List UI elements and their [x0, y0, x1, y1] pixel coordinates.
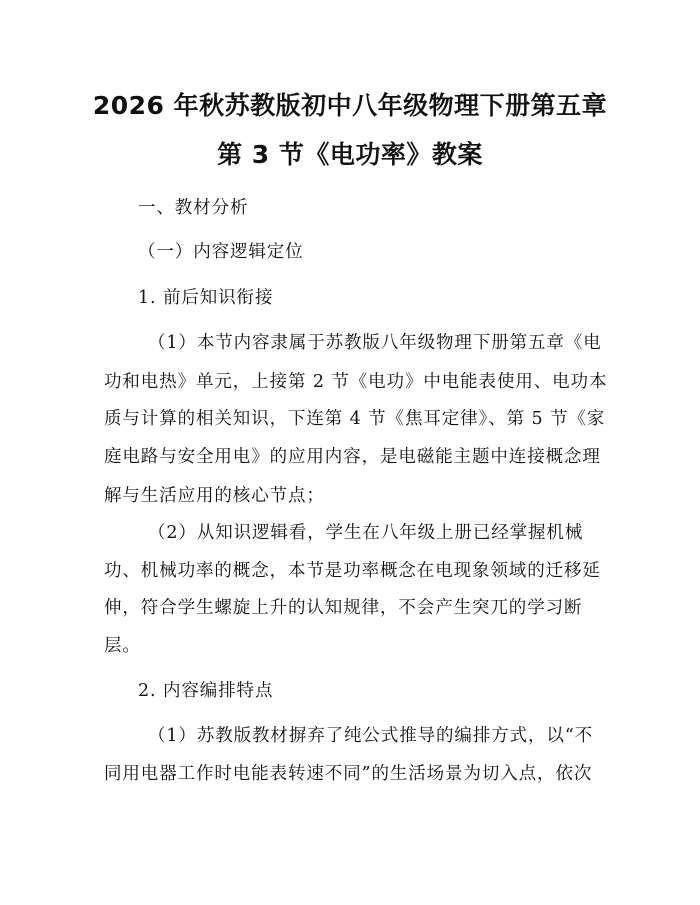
paragraph-3-line-2: 同用电器工作时电能表转速不同”的生活场景为切入点，依次 [104, 764, 593, 784]
paragraph-2-line-3: 伸，符合学生螺旋上升的认知规律，不会产生突兀的学习断 [104, 598, 583, 618]
paragraph-1-line-5: 解与生活应用的核心节点； [104, 486, 325, 506]
section-heading-textbook-analysis: 一、教材分析 [138, 198, 249, 218]
paragraph-3-line-1: （1）苏教版教材摒弃了纯公式推导的编排方式，以“不 [148, 726, 594, 746]
document-title-line-2: 第 3 节《电功率》教案 [217, 140, 483, 169]
paragraph-2-line-4: 层。 [104, 636, 141, 656]
item-heading-knowledge-connection: 1. 前后知识衔接 [138, 288, 274, 308]
item-heading-content-arrangement: 2. 内容编排特点 [138, 681, 274, 701]
paragraph-1-line-2: 功和电热》单元，上接第 2 节《电功》中电能表使用、电功本 [104, 372, 608, 392]
paragraph-1-line-3: 质与计算的相关知识，下连第 4 节《焦耳定律》、第 5 节《家 [104, 409, 606, 429]
paragraph-1-line-4: 庭电路与安全用电》的应用内容，是电磁能主题中连接概念理 [104, 447, 601, 467]
subsection-heading-content-logic: （一）内容逻辑定位 [138, 242, 304, 262]
paragraph-2-line-1: （2）从知识逻辑看，学生在八年级上册已经掌握机械 [148, 523, 584, 543]
paragraph-1-line-1: （1）本节内容隶属于苏教版八年级物理下册第五章《电 [148, 333, 602, 353]
document-title-line-1: 2026 年秋苏教版初中八年级物理下册第五章 [92, 91, 608, 120]
paragraph-2-line-2: 功、机械功率的概念，本节是功率概念在电现象领域的迁移延 [104, 561, 601, 581]
